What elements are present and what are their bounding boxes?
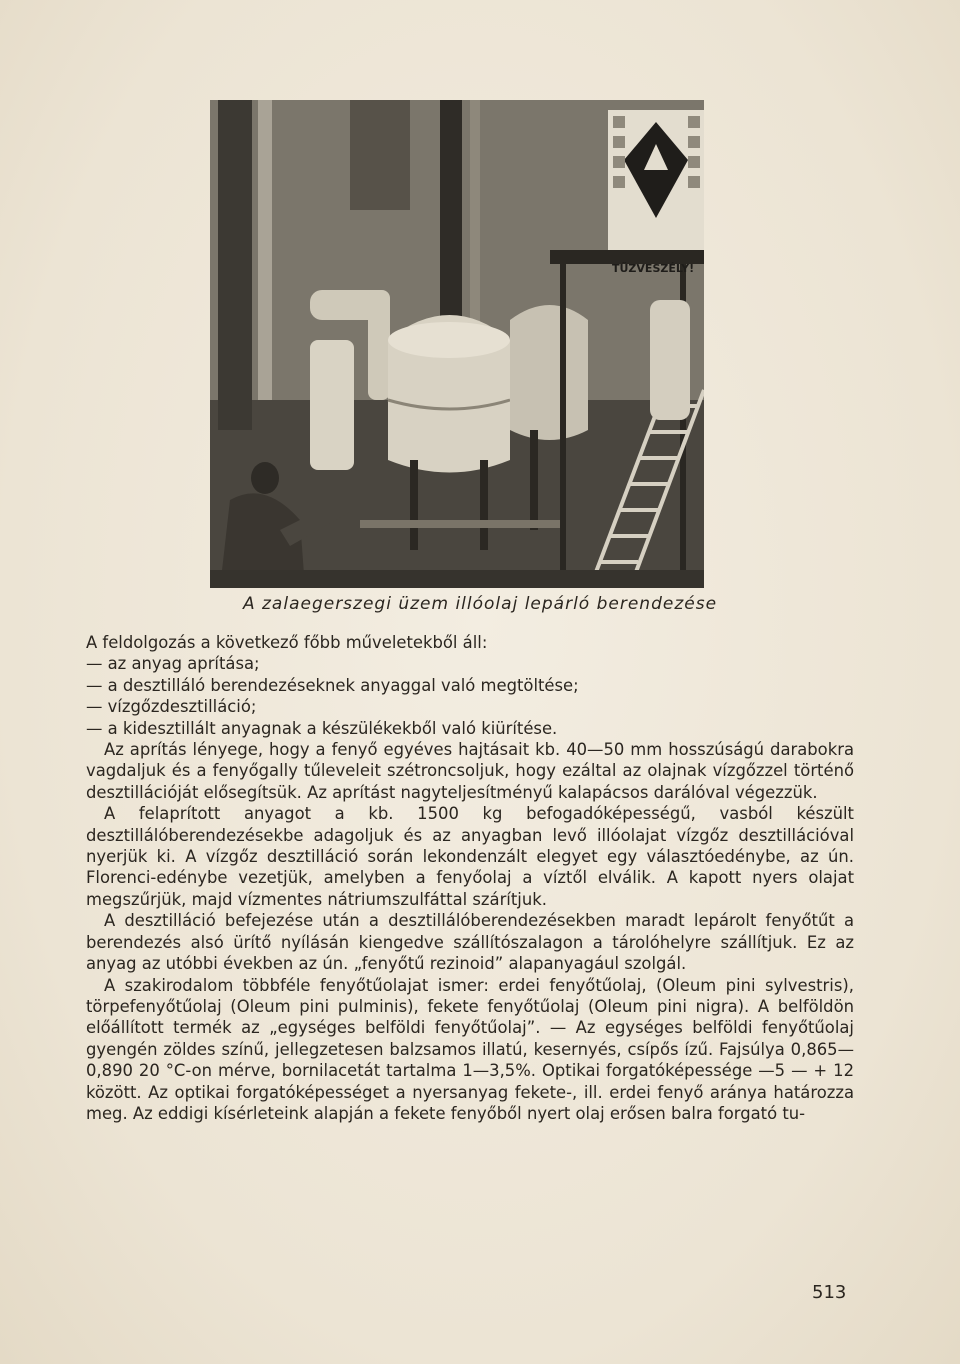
paragraph: A szakirodalom többféle fenyőtűolajat ismer: erdei fenyőtűolaj, (Oleum pini sylvestris), törpefenyőtűolaj (Oleum pini pulminis), fekete fenyőtűolaj (Oleum pini nigra). A belföldön előállított termék az „egységes belföldi fenyőtűolaj”. — Az egységes belföldi fenyőtűolaj gyengén zöldes színű, jellegzetesen balzsamos illatú, kesernyés, csípős ízű. Fajsúlya 0,865—0,890 20 °C-on mérve, bornilacetát tartalma 1—3,5%. Optikai forgatóképessége —5 — + 12 között. Az optikai forgatóképességet a nyersanyag fekete-, ill. erdei fenyő aránya határozza meg. Az eddigi kísérleteink alapján a fekete fenyőből nyert olaj erősen balra forgató tu- bbox=[86, 975, 854, 1123]
body-text bbox=[86, 632, 854, 1124]
paragraph: A desztilláció befejezése után a desztillálóberendezésekben maradt lepárolt fenyőtűt a berendezés alsó ürítő nyílásán kiengedve szállítószalagon a tárolóhelyre szállítjuk. Ez az anyag az utóbbi években az ún. „fenyőtű rezinoid” alapanyagául szolgál. bbox=[86, 911, 854, 974]
photo-caption: A zalaegerszegi üzem illóolaj lepárló berendezése bbox=[242, 594, 718, 614]
intro-line: A feldolgozás a következő főbb műveletekből áll: bbox=[86, 633, 488, 652]
page-number: 513 bbox=[812, 1282, 847, 1303]
step-item: — vízgőzdesztilláció; bbox=[86, 697, 257, 717]
step-item: — az anyag aprítása; bbox=[86, 654, 260, 674]
paragraph: Az aprítás lényege, hogy a fenyő egyéves hajtásait kb. 40—50 mm hosszúságú darabokra vagdaljuk és a fenyőgally tűleveleit szétroncsoljuk, hogy ezáltal az olajnak vízgőzzel történő desztillációját elősegítsük. Az aprítást nagyteljesítményű kalapácsos darálóval végezzük. bbox=[86, 740, 854, 802]
step-item: — a desztilláló berendezéseknek anyaggal való megtöltése; bbox=[86, 675, 579, 695]
paragraph: A felaprított anyagot a kb. 1500 kg befogadóképességű, vasból készült desztillálóberendezésekbe adagoljuk és az anyagban levő illóolajat vízgőz desztillációval nyerjük ki. A vízgőz desztilláció során lekondenzált elegyet egy választóedénybe, az ún. Florenci-edénybe vezetjük, amelyben a fenyőolaj a víztől elválik. A kapott nyers olajat megszűrjük, majd vízmentes nátriumszulfáttal szárítjuk. bbox=[86, 804, 854, 909]
distillery-photo bbox=[210, 100, 704, 588]
step-item: — a kidesztillált anyagnak a készülékekből való kiürítése. bbox=[86, 718, 558, 738]
warning-sign-text: TŰZVESZÉLY! bbox=[612, 262, 695, 275]
